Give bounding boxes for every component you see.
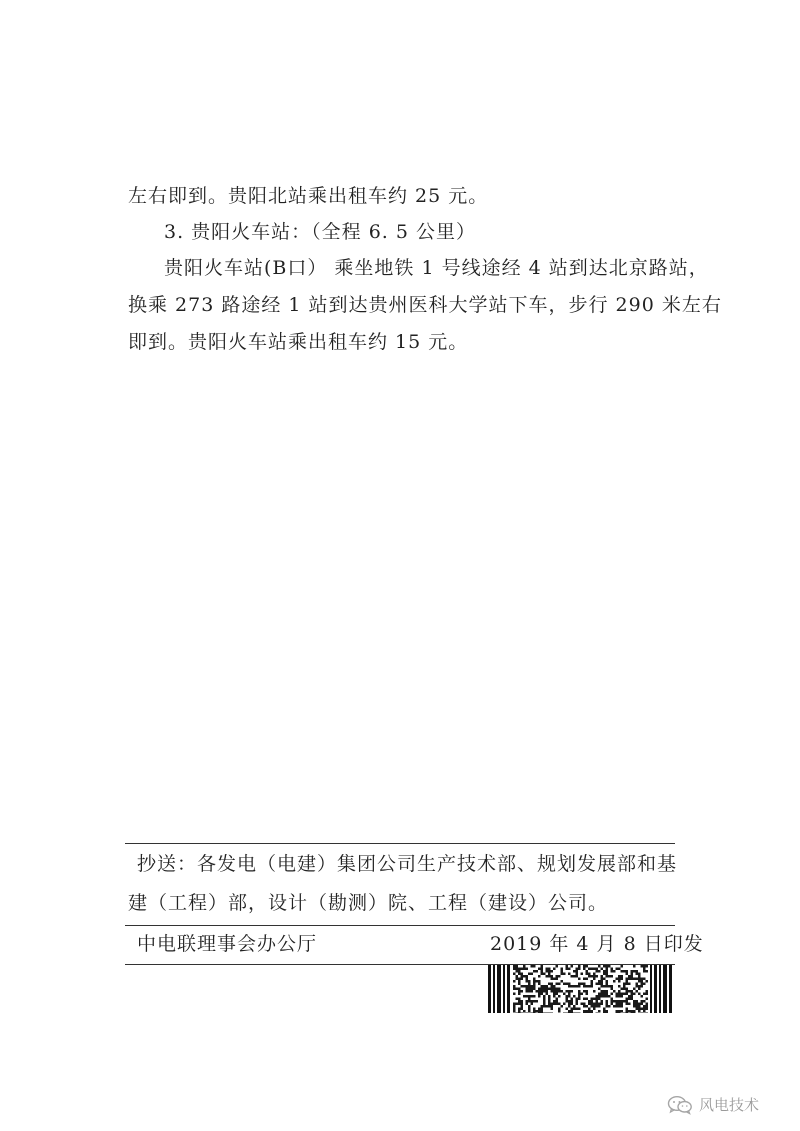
section-heading: 3. 贵阳火车站：（全程 6. 5 公里） (164, 221, 477, 243)
barcode-image (488, 965, 673, 1013)
watermark-text: 风电技术 (699, 1096, 760, 1114)
footer-top-rule (125, 843, 675, 844)
body-line-1: 左右即到。贵阳北站乘出租车约 25 元。 (128, 185, 489, 207)
watermark (667, 1094, 759, 1115)
cc-line-2: 建（工程）部，设计（勘测）院、工程（建设）公司。 (128, 892, 609, 914)
cc-line-1: 抄送：各发电（电建）集团公司生产技术部、规划发展部和基 (137, 853, 678, 875)
body-line-5: 即到。贵阳火车站乘出租车约 15 元。 (128, 331, 469, 353)
issue-date: 2019 年 4 月 8 日印发 (490, 933, 704, 955)
footer-middle-rule (125, 925, 675, 926)
body-line-3: 贵阳火车站(B口） 乘坐地铁 1 号线途经 4 站到达北京路站， (164, 257, 709, 279)
body-line-4: 换乘 273 路途经 1 站到达贵州医科大学站下车，步行 290 米左右 (128, 294, 722, 316)
issuer-name: 中电联理事会办公厅 (137, 933, 318, 955)
wechat-icon (667, 1095, 693, 1115)
